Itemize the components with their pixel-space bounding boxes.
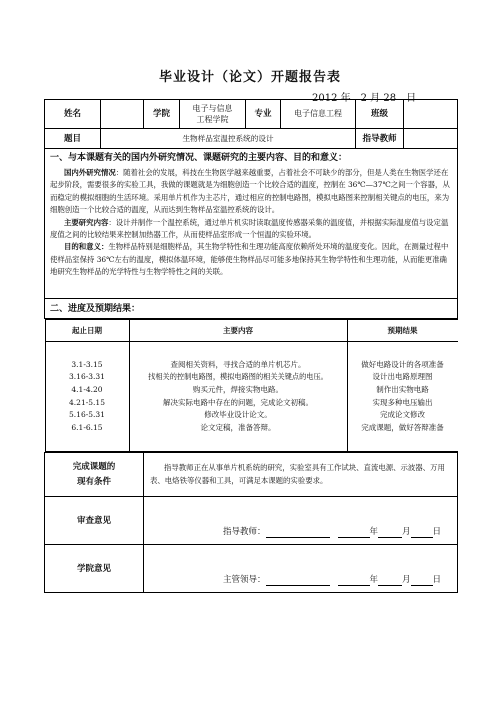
schedule-date: 4.21-5.15 [69,397,105,407]
conditions-label-line1: 完成课题的 [72,461,116,472]
conditions-text [144,453,458,497]
schedule-result: 实现多种电压输出 [372,397,433,407]
advisor-value[interactable] [404,129,458,149]
schedule-result: 制作出实物电路 [376,384,429,394]
college-year-field[interactable] [338,574,370,586]
review-signer-field[interactable] [266,526,330,538]
review-month-field[interactable] [378,526,402,538]
conditions-label [45,453,144,497]
review-day-label: 日 [432,527,442,537]
conditions-paragraph: 指导教师正在从事单片机系统的研究，实验室具有工作试块、直流电源、示波器、万用表、电烙铁等仪器和工具，可满足本课题的实验要求。 [150,463,445,485]
class-value[interactable] [404,100,458,129]
topic-label: 题目 [45,129,101,149]
college-signer-field[interactable] [266,574,330,586]
research-status-text: ：随着社会的发展，科技在生物医学越来越重要，占着社会不可缺少的部分，但是人类在生物医学还在起步阶段，需要很多的实验工具，我做的课题就是为细胞创造一个比较合适的温度，控制在 36℃—37℃之间一个容器，从而稳定的模拟细胞的生活环境。采用单片机作为主芯片，通过相应的控制电路图，模拟电路图来控制相关键点的电压，来为细胞创造一个比较合适的温度，从而达到生物样品室温控系统的设计。 [50,168,450,215]
conditions-label-line2: 现有条件 [76,476,111,487]
college-day-label: 日 [432,575,442,585]
schedule-date: 5.16-5.31 [69,410,105,420]
research-content-text: ：设计并制作一个温控系统，通过单片机实时读取温度传感器采集的温度值，并根据实际温度值与设定温度值之间的比较结果来控制加热器工作，从而使样品室形成一个恒温的实验环境。 [50,217,449,240]
college-value-line2: 工程学院 [196,115,229,124]
purpose-paragraph [50,241,452,278]
schedule-result: 做好电路设计的各项准备 [361,359,444,369]
schedule-result: 完成论文修改 [380,410,425,420]
research-content-paragraph [50,217,452,242]
purpose-lead: 目的和意义： [64,242,109,252]
research-content-lead: 主要研究内容 [64,217,109,227]
schedule-result: 设计出电路原理图 [372,372,433,382]
college-month-field[interactable] [378,574,402,586]
proposal-form [44,99,458,593]
col-content-header: 主要内容 [129,320,347,342]
schedule-result: 完成课题，做好答辩准备 [361,422,444,432]
report-date: 2012 年 2 月 28 日 [312,93,417,104]
schedule-results [347,342,458,452]
college-opinion-cell [144,545,458,593]
college-signer-label: 主管领导： [223,575,266,585]
schedule-date: 6.1-6.15 [71,422,103,432]
schedule-content: 购买元件，焊接实物电路。 [193,384,283,394]
schedule-contents [129,342,347,452]
college-label: 学院 [144,100,180,129]
research-status-lead: 国内外研究情况 [64,168,116,177]
schedule-table [45,319,458,452]
purpose-text: 生物样品特别是细胞样品，其生物学特性和生理功能高度依赖所处环境的温度变化。因此，在测量过程中使样品室保持 36℃左右的温度，模拟体温环境，能够使生物样品尽可能多地保持其生物学特性和生理功能，从而能更准确地研究生物样品的光学特性与生物学特性之间的关联。 [50,242,449,277]
name-label: 姓名 [45,100,101,129]
schedule-content: 查阅相关资料，寻找合适的单片机芯片。 [170,359,306,369]
document-title: 毕业设计（论文）开题报告表 [158,70,341,85]
schedule-date: 3.1-3.15 [71,359,103,369]
schedule-content: 论文定稿，准备答辩。 [200,422,276,432]
schedule-dates [45,342,129,452]
advisor-label: 指导教师 [356,129,404,149]
major-label: 专业 [246,100,281,129]
review-year-field[interactable] [338,526,370,538]
review-month-label: 月 [402,527,411,537]
research-status-paragraph [50,167,452,217]
review-signature-line [147,526,454,538]
college-value-line1: 电子与信息 [192,104,233,113]
schedule-content: 找相关的控制电路图，模拟电路图的相关关键点的电压。 [148,372,328,382]
research-section [45,149,458,299]
schedule-date: 4.1-4.20 [71,384,103,394]
review-label: 审查意见 [45,497,144,545]
schedule-wrapper [45,319,458,453]
review-cell [144,497,458,545]
class-label: 班级 [356,100,404,129]
schedule-content: 解决实际电路中存在的问题，完成论文初稿。 [163,397,313,407]
col-result-header: 预期结果 [347,320,458,342]
review-signer-label: 指导教师： [223,527,266,537]
section2-heading: 二、进度及预期结果： [45,299,458,319]
college-year-label: 年 [369,575,379,585]
college-day-field[interactable] [411,574,433,586]
section1-heading: 一、与本课题有关的国内外研究情况、课题研究的主要内容、目的和意义： [50,153,348,163]
topic-value: 生物样品室温控系统的设计 [101,129,356,149]
college-month-label: 月 [402,575,411,585]
college-opinion-signature-line [147,574,454,586]
schedule-content: 修改毕业设计论文。 [204,410,272,420]
college-opinion-label: 学院意见 [45,545,144,593]
review-year-label: 年 [369,527,379,537]
college-value [180,100,246,129]
col-date-header: 起止日期 [45,320,129,342]
schedule-date: 3.16-3.31 [69,372,105,382]
name-value[interactable] [101,100,144,129]
review-day-field[interactable] [411,526,433,538]
major-value: 电子信息工程 [281,100,356,129]
